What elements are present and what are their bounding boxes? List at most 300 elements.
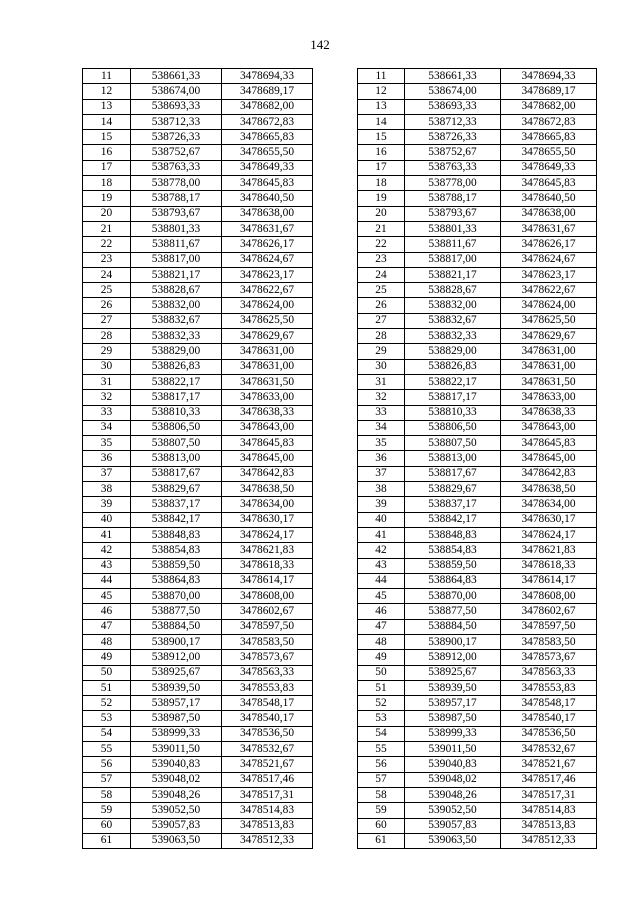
- point-number-cell: 54: [358, 726, 405, 741]
- x-coordinate-cell: 538801,33: [405, 221, 501, 236]
- table-row: [358, 527, 597, 542]
- y-coordinate-cell: 3478573,67: [222, 650, 313, 665]
- x-coordinate-cell: 538999,33: [131, 726, 222, 741]
- table-row: [358, 405, 597, 420]
- x-coordinate-cell: 538999,33: [405, 726, 501, 741]
- point-number-cell: 43: [83, 558, 131, 573]
- table-row: [358, 543, 597, 558]
- y-coordinate-cell: 3478645,83: [222, 436, 313, 451]
- point-number-cell: 48: [83, 634, 131, 649]
- table-row: [83, 711, 313, 726]
- y-coordinate-cell: 3478643,00: [501, 420, 597, 435]
- table-row: [83, 344, 313, 359]
- table-row: [83, 69, 313, 84]
- y-coordinate-cell: 3478645,00: [501, 451, 597, 466]
- point-number-cell: 31: [83, 374, 131, 389]
- x-coordinate-cell: 538864,83: [131, 573, 222, 588]
- table-row: [83, 206, 313, 221]
- x-coordinate-cell: 538726,33: [131, 130, 222, 145]
- point-number-cell: 46: [83, 604, 131, 619]
- point-number-cell: 33: [358, 405, 405, 420]
- point-number-cell: 16: [358, 145, 405, 160]
- point-number-cell: 20: [83, 206, 131, 221]
- table-row: [83, 145, 313, 160]
- point-number-cell: 48: [358, 634, 405, 649]
- point-number-cell: 21: [358, 221, 405, 236]
- table-row: [358, 436, 597, 451]
- x-coordinate-cell: 538661,33: [405, 69, 501, 84]
- x-coordinate-cell: 538778,00: [131, 176, 222, 191]
- point-number-cell: 44: [83, 573, 131, 588]
- table-row: [83, 726, 313, 741]
- point-number-cell: 49: [83, 650, 131, 665]
- x-coordinate-cell: 538712,33: [131, 114, 222, 129]
- x-coordinate-cell: 539011,50: [405, 742, 501, 757]
- x-coordinate-cell: 538884,50: [131, 619, 222, 634]
- x-coordinate-cell: 538821,17: [405, 267, 501, 282]
- table-row: [83, 298, 313, 313]
- y-coordinate-cell: 3478513,83: [222, 818, 313, 833]
- table-row: [358, 267, 597, 282]
- x-coordinate-cell: 538939,50: [131, 680, 222, 695]
- point-number-cell: 16: [83, 145, 131, 160]
- y-coordinate-cell: 3478665,83: [501, 130, 597, 145]
- table-row: [358, 252, 597, 267]
- table-row: [83, 696, 313, 711]
- table-row: [358, 206, 597, 221]
- table-row: [83, 527, 313, 542]
- x-coordinate-cell: 538870,00: [131, 589, 222, 604]
- table-row: [358, 130, 597, 145]
- point-number-cell: 29: [83, 344, 131, 359]
- y-coordinate-cell: 3478583,50: [501, 634, 597, 649]
- point-number-cell: 29: [358, 344, 405, 359]
- table-row: [358, 84, 597, 99]
- x-coordinate-cell: 538810,33: [131, 405, 222, 420]
- x-coordinate-cell: 538877,50: [131, 604, 222, 619]
- point-number-cell: 34: [83, 420, 131, 435]
- table-row: [358, 650, 597, 665]
- x-coordinate-cell: 538817,67: [131, 466, 222, 481]
- point-number-cell: 41: [358, 527, 405, 542]
- point-number-cell: 25: [83, 283, 131, 298]
- y-coordinate-cell: 3478638,33: [222, 405, 313, 420]
- table-row: [83, 176, 313, 191]
- table-row: [83, 650, 313, 665]
- y-coordinate-cell: 3478694,33: [222, 69, 313, 84]
- point-number-cell: 28: [358, 329, 405, 344]
- x-coordinate-cell: 539011,50: [131, 742, 222, 757]
- x-coordinate-cell: 538900,17: [405, 634, 501, 649]
- point-number-cell: 51: [358, 680, 405, 695]
- y-coordinate-cell: 3478638,00: [222, 206, 313, 221]
- y-coordinate-cell: 3478634,00: [222, 497, 313, 512]
- table-row: [358, 237, 597, 252]
- table-row: [358, 742, 597, 757]
- y-coordinate-cell: 3478548,17: [222, 696, 313, 711]
- x-coordinate-cell: 538832,33: [405, 329, 501, 344]
- table-row: [358, 145, 597, 160]
- point-number-cell: 19: [358, 191, 405, 206]
- x-coordinate-cell: 538693,33: [131, 99, 222, 114]
- point-number-cell: 53: [83, 711, 131, 726]
- x-coordinate-cell: 539048,02: [405, 772, 501, 787]
- y-coordinate-cell: 3478649,33: [222, 160, 313, 175]
- point-number-cell: 42: [83, 543, 131, 558]
- point-number-cell: 59: [83, 803, 131, 818]
- point-number-cell: 27: [83, 313, 131, 328]
- point-number-cell: 17: [358, 160, 405, 175]
- point-number-cell: 18: [358, 176, 405, 191]
- x-coordinate-cell: 538817,17: [131, 390, 222, 405]
- x-coordinate-cell: 538925,67: [131, 665, 222, 680]
- table-row: [358, 772, 597, 787]
- y-coordinate-cell: 3478631,00: [222, 344, 313, 359]
- y-coordinate-cell: 3478642,83: [222, 466, 313, 481]
- y-coordinate-cell: 3478638,50: [501, 482, 597, 497]
- y-coordinate-cell: 3478602,67: [222, 604, 313, 619]
- x-coordinate-cell: 538837,17: [405, 497, 501, 512]
- y-coordinate-cell: 3478655,50: [501, 145, 597, 160]
- x-coordinate-cell: 538864,83: [405, 573, 501, 588]
- point-number-cell: 53: [358, 711, 405, 726]
- x-coordinate-cell: 538788,17: [405, 191, 501, 206]
- y-coordinate-cell: 3478597,50: [222, 619, 313, 634]
- x-coordinate-cell: 538832,67: [405, 313, 501, 328]
- table-row: [83, 512, 313, 527]
- x-coordinate-cell: 538811,67: [131, 237, 222, 252]
- table-row: [358, 604, 597, 619]
- y-coordinate-cell: 3478624,67: [222, 252, 313, 267]
- point-number-cell: 14: [358, 114, 405, 129]
- point-number-cell: 27: [358, 313, 405, 328]
- table-row: [83, 313, 313, 328]
- y-coordinate-cell: 3478633,00: [222, 390, 313, 405]
- x-coordinate-cell: 538712,33: [405, 114, 501, 129]
- x-coordinate-cell: 538870,00: [405, 589, 501, 604]
- table-row: [83, 237, 313, 252]
- y-coordinate-cell: 3478536,50: [501, 726, 597, 741]
- y-coordinate-cell: 3478638,50: [222, 482, 313, 497]
- y-coordinate-cell: 3478621,83: [222, 543, 313, 558]
- table-row: [83, 374, 313, 389]
- y-coordinate-cell: 3478631,50: [501, 374, 597, 389]
- point-number-cell: 38: [358, 482, 405, 497]
- point-number-cell: 43: [358, 558, 405, 573]
- table-row: [83, 160, 313, 175]
- y-coordinate-cell: 3478642,83: [501, 466, 597, 481]
- x-coordinate-cell: 538854,83: [405, 543, 501, 558]
- point-number-cell: 47: [358, 619, 405, 634]
- point-number-cell: 26: [83, 298, 131, 313]
- x-coordinate-cell: 539057,83: [405, 818, 501, 833]
- y-coordinate-cell: 3478624,00: [222, 298, 313, 313]
- table-row: [83, 436, 313, 451]
- y-coordinate-cell: 3478624,00: [501, 298, 597, 313]
- x-coordinate-cell: 538661,33: [131, 69, 222, 84]
- coordinates-table-right: [357, 68, 597, 849]
- x-coordinate-cell: 538817,67: [405, 466, 501, 481]
- coordinates-table-left: [82, 68, 313, 849]
- x-coordinate-cell: 538848,83: [131, 527, 222, 542]
- point-number-cell: 55: [358, 742, 405, 757]
- point-number-cell: 19: [83, 191, 131, 206]
- table-row: [358, 619, 597, 634]
- x-coordinate-cell: 538763,33: [405, 160, 501, 175]
- table-row: [358, 558, 597, 573]
- table-row: [83, 359, 313, 374]
- x-coordinate-cell: 538811,67: [405, 237, 501, 252]
- y-coordinate-cell: 3478514,83: [501, 803, 597, 818]
- point-number-cell: 13: [83, 99, 131, 114]
- point-number-cell: 55: [83, 742, 131, 757]
- y-coordinate-cell: 3478597,50: [501, 619, 597, 634]
- y-coordinate-cell: 3478583,50: [222, 634, 313, 649]
- y-coordinate-cell: 3478536,50: [222, 726, 313, 741]
- y-coordinate-cell: 3478631,00: [501, 344, 597, 359]
- y-coordinate-cell: 3478517,31: [222, 787, 313, 802]
- y-coordinate-cell: 3478625,50: [501, 313, 597, 328]
- x-coordinate-cell: 538859,50: [131, 558, 222, 573]
- point-number-cell: 15: [358, 130, 405, 145]
- point-number-cell: 17: [83, 160, 131, 175]
- x-coordinate-cell: 538859,50: [405, 558, 501, 573]
- point-number-cell: 41: [83, 527, 131, 542]
- x-coordinate-cell: 538826,83: [131, 359, 222, 374]
- point-number-cell: 49: [358, 650, 405, 665]
- y-coordinate-cell: 3478645,83: [222, 176, 313, 191]
- y-coordinate-cell: 3478655,50: [222, 145, 313, 160]
- x-coordinate-cell: 538837,17: [131, 497, 222, 512]
- table-row: [358, 589, 597, 604]
- coordinates-table-right-body: [358, 69, 597, 849]
- point-number-cell: 37: [83, 466, 131, 481]
- y-coordinate-cell: 3478694,33: [501, 69, 597, 84]
- table-row: [358, 191, 597, 206]
- point-number-cell: 24: [83, 267, 131, 282]
- y-coordinate-cell: 3478517,46: [222, 772, 313, 787]
- x-coordinate-cell: 538987,50: [131, 711, 222, 726]
- y-coordinate-cell: 3478682,00: [222, 99, 313, 114]
- point-number-cell: 50: [83, 665, 131, 680]
- point-number-cell: 60: [83, 818, 131, 833]
- table-row: [83, 191, 313, 206]
- page-number: 142: [310, 37, 330, 52]
- point-number-cell: 46: [358, 604, 405, 619]
- table-row: [358, 160, 597, 175]
- y-coordinate-cell: 3478517,31: [501, 787, 597, 802]
- table-row: [358, 726, 597, 741]
- point-number-cell: 36: [83, 451, 131, 466]
- point-number-cell: 28: [83, 329, 131, 344]
- table-row: [358, 787, 597, 802]
- point-number-cell: 25: [358, 283, 405, 298]
- y-coordinate-cell: 3478621,83: [501, 543, 597, 558]
- point-number-cell: 34: [358, 420, 405, 435]
- point-number-cell: 20: [358, 206, 405, 221]
- x-coordinate-cell: 539040,83: [405, 757, 501, 772]
- table-row: [358, 359, 597, 374]
- y-coordinate-cell: 3478629,67: [501, 329, 597, 344]
- point-number-cell: 33: [83, 405, 131, 420]
- x-coordinate-cell: 538788,17: [131, 191, 222, 206]
- table-row: [83, 573, 313, 588]
- y-coordinate-cell: 3478630,17: [501, 512, 597, 527]
- x-coordinate-cell: 538900,17: [131, 634, 222, 649]
- table-row: [358, 390, 597, 405]
- coordinates-table-left-body: [83, 69, 313, 849]
- x-coordinate-cell: 539052,50: [131, 803, 222, 818]
- point-number-cell: 52: [83, 696, 131, 711]
- x-coordinate-cell: 538832,33: [131, 329, 222, 344]
- table-row: [358, 176, 597, 191]
- x-coordinate-cell: 538806,50: [405, 420, 501, 435]
- table-row: [358, 497, 597, 512]
- y-coordinate-cell: 3478608,00: [501, 589, 597, 604]
- y-coordinate-cell: 3478645,83: [501, 436, 597, 451]
- point-number-cell: 18: [83, 176, 131, 191]
- table-row: [83, 99, 313, 114]
- x-coordinate-cell: 538828,67: [131, 283, 222, 298]
- point-number-cell: 31: [358, 374, 405, 389]
- point-number-cell: 44: [358, 573, 405, 588]
- y-coordinate-cell: 3478672,83: [222, 114, 313, 129]
- point-number-cell: 22: [358, 237, 405, 252]
- x-coordinate-cell: 538807,50: [131, 436, 222, 451]
- table-row: [358, 482, 597, 497]
- table-row: [83, 329, 313, 344]
- table-row: [83, 114, 313, 129]
- x-coordinate-cell: 538778,00: [405, 176, 501, 191]
- x-coordinate-cell: 538817,00: [405, 252, 501, 267]
- y-coordinate-cell: 3478532,67: [222, 742, 313, 757]
- table-row: [83, 634, 313, 649]
- x-coordinate-cell: 538912,00: [405, 650, 501, 665]
- point-number-cell: 54: [83, 726, 131, 741]
- table-row: [358, 696, 597, 711]
- table-row: [83, 390, 313, 405]
- x-coordinate-cell: 539048,02: [131, 772, 222, 787]
- x-coordinate-cell: 538693,33: [405, 99, 501, 114]
- y-coordinate-cell: 3478624,17: [501, 527, 597, 542]
- table-row: [358, 283, 597, 298]
- table-row: [83, 787, 313, 802]
- y-coordinate-cell: 3478553,83: [501, 680, 597, 695]
- table-row: [83, 252, 313, 267]
- y-coordinate-cell: 3478630,17: [222, 512, 313, 527]
- x-coordinate-cell: 538912,00: [131, 650, 222, 665]
- point-number-cell: 56: [83, 757, 131, 772]
- table-row: [83, 420, 313, 435]
- x-coordinate-cell: 538807,50: [405, 436, 501, 451]
- y-coordinate-cell: 3478614,17: [222, 573, 313, 588]
- point-number-cell: 23: [358, 252, 405, 267]
- table-row: [358, 466, 597, 481]
- table-row: [83, 665, 313, 680]
- x-coordinate-cell: 538793,67: [405, 206, 501, 221]
- y-coordinate-cell: 3478631,67: [222, 221, 313, 236]
- y-coordinate-cell: 3478517,46: [501, 772, 597, 787]
- y-coordinate-cell: 3478633,00: [501, 390, 597, 405]
- y-coordinate-cell: 3478645,83: [501, 176, 597, 191]
- table-row: [83, 405, 313, 420]
- point-number-cell: 57: [83, 772, 131, 787]
- table-row: [83, 742, 313, 757]
- table-row: [83, 267, 313, 282]
- y-coordinate-cell: 3478548,17: [501, 696, 597, 711]
- y-coordinate-cell: 3478672,83: [501, 114, 597, 129]
- point-number-cell: 11: [83, 69, 131, 84]
- y-coordinate-cell: 3478624,67: [501, 252, 597, 267]
- x-coordinate-cell: 538848,83: [405, 527, 501, 542]
- point-number-cell: 38: [83, 482, 131, 497]
- point-number-cell: 24: [358, 267, 405, 282]
- table-row: [358, 757, 597, 772]
- y-coordinate-cell: 3478532,67: [501, 742, 597, 757]
- table-row: [83, 451, 313, 466]
- point-number-cell: 56: [358, 757, 405, 772]
- point-number-cell: 47: [83, 619, 131, 634]
- point-number-cell: 42: [358, 543, 405, 558]
- y-coordinate-cell: 3478638,33: [501, 405, 597, 420]
- x-coordinate-cell: 538987,50: [405, 711, 501, 726]
- table-row: [358, 329, 597, 344]
- y-coordinate-cell: 3478624,17: [222, 527, 313, 542]
- point-number-cell: 40: [358, 512, 405, 527]
- table-row: [358, 818, 597, 833]
- table-row: [358, 420, 597, 435]
- point-number-cell: 11: [358, 69, 405, 84]
- point-number-cell: 21: [83, 221, 131, 236]
- y-coordinate-cell: 3478553,83: [222, 680, 313, 695]
- y-coordinate-cell: 3478634,00: [501, 497, 597, 512]
- x-coordinate-cell: 538674,00: [131, 84, 222, 99]
- x-coordinate-cell: 539063,50: [131, 833, 222, 848]
- y-coordinate-cell: 3478640,50: [501, 191, 597, 206]
- y-coordinate-cell: 3478629,67: [222, 329, 313, 344]
- y-coordinate-cell: 3478512,33: [501, 833, 597, 848]
- point-number-cell: 51: [83, 680, 131, 695]
- x-coordinate-cell: 538957,17: [405, 696, 501, 711]
- point-number-cell: 13: [358, 99, 405, 114]
- point-number-cell: 30: [358, 359, 405, 374]
- x-coordinate-cell: 539040,83: [131, 757, 222, 772]
- y-coordinate-cell: 3478631,50: [222, 374, 313, 389]
- x-coordinate-cell: 538752,67: [405, 145, 501, 160]
- table-row: [358, 69, 597, 84]
- x-coordinate-cell: 538793,67: [131, 206, 222, 221]
- table-row: [358, 313, 597, 328]
- point-number-cell: 35: [83, 436, 131, 451]
- x-coordinate-cell: 538832,67: [131, 313, 222, 328]
- table-row: [358, 711, 597, 726]
- point-number-cell: 45: [358, 589, 405, 604]
- point-number-cell: 35: [358, 436, 405, 451]
- y-coordinate-cell: 3478521,67: [501, 757, 597, 772]
- point-number-cell: 61: [358, 833, 405, 848]
- table-row: [83, 130, 313, 145]
- y-coordinate-cell: 3478521,67: [222, 757, 313, 772]
- y-coordinate-cell: 3478563,33: [501, 665, 597, 680]
- point-number-cell: 15: [83, 130, 131, 145]
- point-number-cell: 50: [358, 665, 405, 680]
- table-row: [358, 374, 597, 389]
- point-number-cell: 58: [358, 787, 405, 802]
- point-number-cell: 39: [83, 497, 131, 512]
- y-coordinate-cell: 3478514,83: [222, 803, 313, 818]
- x-coordinate-cell: 538829,00: [405, 344, 501, 359]
- table-row: [358, 512, 597, 527]
